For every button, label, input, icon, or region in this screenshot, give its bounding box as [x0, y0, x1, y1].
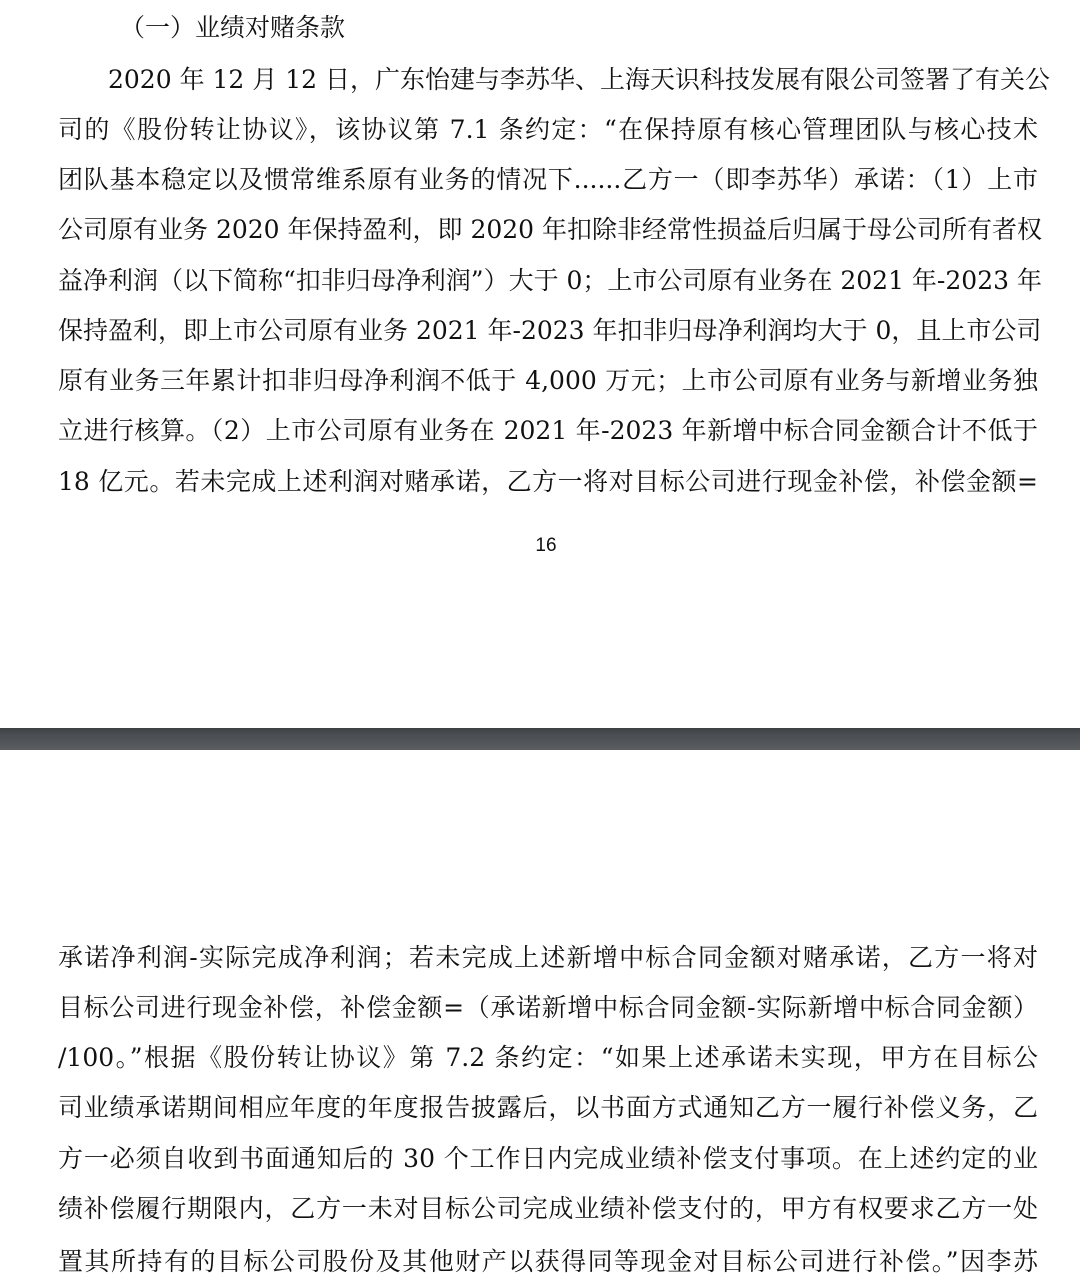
paragraph-line: 益净利润（以下简称“扣非归母净利润”）大于 0；上市公司原有业务在 2021 年-2023 年 [58, 266, 1042, 295]
paragraph-line: 原有业务三年累计扣非归母净利润不低于 4,000 万元；上市公司原有业务与新增业务独 [58, 366, 1038, 395]
page-separator [0, 728, 1080, 750]
paragraph-line: 承诺净利润-实际完成净利润；若未完成上述新增中标合同金额对赌承诺，乙方一将对 [58, 943, 1038, 972]
paragraph-line: 方一必须自收到书面通知后的 30 个工作日内完成业绩补偿支付事项。在上述约定的业 [58, 1144, 1038, 1173]
paragraph-line: /100。”根据《股份转让协议》第 7.2 条约定：“如果上述承诺未实现，甲方在目标公 [58, 1043, 1038, 1072]
paragraph-line: 立进行核算。（2）上市公司原有业务在 2021 年-2023 年新增中标合同金额合计不低于 [58, 416, 1038, 445]
section-heading: （一）业绩对赌条款 [120, 13, 346, 42]
paragraph-line: 绩补偿履行期限内，乙方一未对目标公司完成业绩补偿支付的，甲方有权要求乙方一处 [58, 1194, 1038, 1223]
paragraph-line: 司的《股份转让协议》，该协议第 7.1 条约定：“在保持原有核心管理团队与核心技术 [58, 115, 1038, 144]
paragraph-line: 2020 年 12 月 12 日，广东怡建与李苏华、上海天识科技发展有限公司签署了有关公 [108, 65, 1050, 94]
paragraph-line: 目标公司进行现金补偿，补偿金额=（承诺新增中标合同金额-实际新增中标合同金额） [58, 993, 1038, 1022]
paragraph-line: 团队基本稳定以及惯常维系原有业务的情况下......乙方一（即李苏华）承诺：（1）上市 [58, 165, 1038, 194]
paragraph-line: 保持盈利，即上市公司原有业务 2021 年-2023 年扣非归母净利润均大于 0，且上市公司 [58, 316, 1042, 345]
paragraph-line: 司业绩承诺期间相应年度的年度报告披露后，以书面方式通知乙方一履行补偿义务，乙 [58, 1093, 1038, 1122]
page-number: 16 [535, 535, 557, 556]
paragraph-line: 18 亿元。若未完成上述利润对赌承诺，乙方一将对目标公司进行现金补偿，补偿金额= [58, 467, 1038, 496]
document-page-17 [0, 750, 1080, 1262]
paragraph-line: 公司原有业务 2020 年保持盈利，即 2020 年扣除非经常性损益后归属于母公司所有者权 [58, 215, 1043, 244]
paragraph-line-partial: 置其所持有的目标公司股份及其他财产以获得同等现金对目标公司进行补偿。”因李苏 [58, 1247, 1038, 1276]
